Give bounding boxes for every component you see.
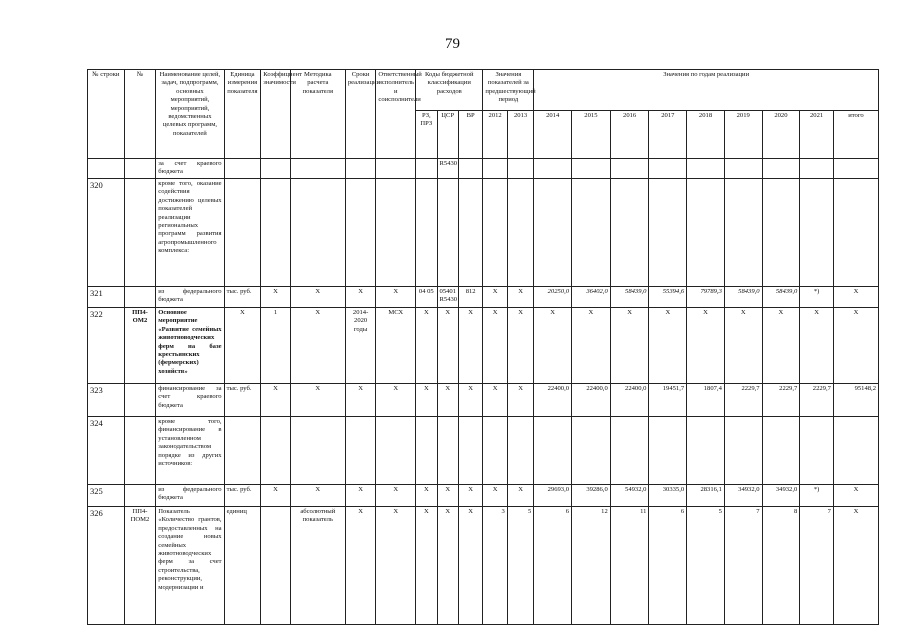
row-coef: Х — [261, 485, 291, 507]
row-coef — [261, 179, 291, 287]
row-2016 — [610, 179, 649, 287]
row-method — [290, 179, 345, 287]
row-coef: Х — [261, 384, 291, 417]
row-number: 320 — [88, 179, 125, 287]
row-2018 — [687, 159, 725, 179]
row-2021: *) — [800, 287, 834, 308]
row-2015 — [572, 159, 611, 179]
row-2014 — [534, 417, 572, 485]
row-code — [124, 159, 156, 179]
row-2012: Х — [483, 287, 507, 308]
row-2018: 28316,1 — [687, 485, 725, 507]
page-number: 79 — [445, 36, 460, 52]
row-2016 — [610, 417, 649, 485]
header-2012: 2012 — [483, 111, 507, 159]
header-csr: ЦСР — [437, 111, 458, 159]
row-2014: 6 — [534, 507, 572, 625]
row-2019: 7 — [724, 507, 762, 625]
row-method — [290, 159, 345, 179]
row-2019 — [724, 179, 762, 287]
row-terms: 2014-2020 годы — [345, 308, 376, 384]
row-executor: Х — [376, 287, 416, 308]
row-vr — [458, 179, 482, 287]
row-2015: Х — [572, 308, 611, 384]
row-unit: тыс. руб. — [224, 485, 261, 507]
row-csr: Х — [437, 384, 458, 417]
row-method: Х — [290, 308, 345, 384]
row-executor — [376, 417, 416, 485]
header-row-no: № строки — [88, 70, 125, 159]
row-rz: 04 05 — [416, 287, 437, 308]
table-row — [88, 159, 879, 179]
row-2020: 34932,0 — [762, 485, 800, 507]
row-rz — [416, 159, 437, 179]
header-2013: 2013 — [507, 111, 533, 159]
row-2012 — [483, 159, 507, 179]
row-terms — [345, 179, 376, 287]
row-vr: Х — [458, 308, 482, 384]
row-2015: 22400,0 — [572, 384, 611, 417]
row-2021 — [800, 159, 834, 179]
row-rz: Х — [416, 384, 437, 417]
row-csr: Х — [437, 507, 458, 625]
row-2020 — [762, 179, 800, 287]
table-row — [88, 507, 879, 625]
row-2018: Х — [687, 308, 725, 384]
row-executor: МСХ — [376, 308, 416, 384]
header-executors: Ответственный исполнитель и соисполнители — [376, 70, 416, 159]
row-number: 326 — [88, 507, 125, 625]
row-2017: 30335,0 — [649, 485, 687, 507]
table-row — [88, 485, 879, 507]
row-number: 325 — [88, 485, 125, 507]
row-2021: *) — [800, 485, 834, 507]
row-total — [833, 159, 878, 179]
header-rz: РЗ, ПРЗ — [416, 111, 437, 159]
header-method: Методика расчета показателя — [290, 70, 345, 159]
row-2020: 2229,7 — [762, 384, 800, 417]
row-2018: 79789,3 — [687, 287, 725, 308]
row-2017: 6 — [649, 507, 687, 625]
table-row — [88, 308, 879, 384]
row-code — [124, 179, 156, 287]
row-2019: Х — [724, 308, 762, 384]
row-unit: Х — [224, 308, 261, 384]
row-method: абсолютный показатель — [290, 507, 345, 625]
row-vr — [458, 417, 482, 485]
header-terms: Сроки реализации — [345, 70, 376, 159]
row-number: 324 — [88, 417, 125, 485]
row-2017: Х — [649, 308, 687, 384]
row-2012: 3 — [483, 507, 507, 625]
row-2013: 5 — [507, 507, 533, 625]
row-code — [124, 287, 156, 308]
header-name: Наименование целей, задач, подпрограмм, основных мероприятий, мероприятий, ведомственных целевых программ, показателей — [156, 70, 224, 159]
row-2012: Х — [483, 384, 507, 417]
row-2017: 19451,7 — [649, 384, 687, 417]
row-name: Показатель «Количество грантов, предоставленных на создание новых семейных животноводческих ферм за счет строительства, реконструкции, модернизации и — [156, 507, 224, 625]
header-vr: ВР — [458, 111, 482, 159]
row-2016: 54932,0 — [610, 485, 649, 507]
row-2021: 2229,7 — [800, 384, 834, 417]
row-vr — [458, 159, 482, 179]
row-rz: Х — [416, 308, 437, 384]
row-executor: Х — [376, 507, 416, 625]
row-vr: Х — [458, 384, 482, 417]
row-2014: 29693,0 — [534, 485, 572, 507]
row-name: за счет краевого бюджета — [156, 159, 224, 179]
row-name: финансирование за счет краевого бюджета — [156, 384, 224, 417]
row-2013: Х — [507, 384, 533, 417]
row-name: Основное мероприятие «Развитие семейных животноводческих ферм на базе крестьянских (фермерских) хозяйств» — [156, 308, 224, 384]
row-name: кроме того, оказание содействия достижению целевых показателей реализации региональных программ развития агропромышленного комплекса: — [156, 179, 224, 287]
header-no: № — [124, 70, 156, 159]
row-2021: Х — [800, 308, 834, 384]
row-2015: 36402,0 — [572, 287, 611, 308]
row-2012 — [483, 417, 507, 485]
row-2012: Х — [483, 485, 507, 507]
row-2020: 58439,0 — [762, 287, 800, 308]
row-2014: 20250,0 — [534, 287, 572, 308]
row-2018: 1807,4 — [687, 384, 725, 417]
row-method — [290, 417, 345, 485]
row-2014: Х — [534, 308, 572, 384]
row-csr: Х — [437, 308, 458, 384]
row-2020: Х — [762, 308, 800, 384]
row-number: 322 — [88, 308, 125, 384]
row-2014 — [534, 179, 572, 287]
row-method: Х — [290, 384, 345, 417]
table-row — [88, 417, 879, 485]
header-2017: 2017 — [649, 111, 687, 159]
header-unit: Единица измерения показателя — [224, 70, 261, 159]
row-total — [833, 179, 878, 287]
row-executor — [376, 159, 416, 179]
row-coef: Х — [261, 287, 291, 308]
row-terms — [345, 417, 376, 485]
row-terms — [345, 159, 376, 179]
row-code — [124, 384, 156, 417]
row-2018 — [687, 417, 725, 485]
header-row-1 — [88, 70, 879, 111]
row-coef — [261, 507, 291, 625]
row-2019: 58439,0 — [724, 287, 762, 308]
row-2012: Х — [483, 308, 507, 384]
row-number: 323 — [88, 384, 125, 417]
row-2021 — [800, 417, 834, 485]
header-total: итого — [833, 111, 878, 159]
row-2013 — [507, 179, 533, 287]
row-terms: Х — [345, 507, 376, 625]
row-number — [88, 159, 125, 179]
row-executor — [376, 179, 416, 287]
row-2020 — [762, 417, 800, 485]
row-2019: 2229,7 — [724, 384, 762, 417]
row-method: Х — [290, 485, 345, 507]
row-unit — [224, 179, 261, 287]
row-executor: Х — [376, 384, 416, 417]
indicators-table — [87, 69, 879, 625]
row-unit: единиц — [224, 507, 261, 625]
row-vr: Х — [458, 485, 482, 507]
row-total: Х — [833, 485, 878, 507]
row-2012 — [483, 179, 507, 287]
row-2019 — [724, 159, 762, 179]
row-2017: 55394,6 — [649, 287, 687, 308]
row-unit: тыс. руб. — [224, 287, 261, 308]
row-2021: 7 — [800, 507, 834, 625]
header-2016: 2016 — [610, 111, 649, 159]
row-coef — [261, 417, 291, 485]
row-total: Х — [833, 287, 878, 308]
row-rz — [416, 179, 437, 287]
row-2013: Х — [507, 485, 533, 507]
row-method: Х — [290, 287, 345, 308]
row-2015: 39286,0 — [572, 485, 611, 507]
row-executor: Х — [376, 485, 416, 507]
row-2017 — [649, 417, 687, 485]
header-2020: 2020 — [762, 111, 800, 159]
row-2016: Х — [610, 308, 649, 384]
row-code: ПП4-ОМ2 — [124, 308, 156, 384]
row-2021 — [800, 179, 834, 287]
row-total — [833, 417, 878, 485]
row-2016: 22400,0 — [610, 384, 649, 417]
row-name: из федерального бюджета — [156, 485, 224, 507]
row-unit: тыс. руб. — [224, 384, 261, 417]
header-budget-codes: Коды бюджетной классификации расходов — [416, 70, 483, 111]
row-2013: Х — [507, 287, 533, 308]
row-2013: Х — [507, 308, 533, 384]
row-code: ПП4-ПОМ2 — [124, 507, 156, 625]
row-2014 — [534, 159, 572, 179]
row-2018 — [687, 179, 725, 287]
row-2018: 5 — [687, 507, 725, 625]
row-rz — [416, 417, 437, 485]
row-csr — [437, 179, 458, 287]
row-total: Х — [833, 507, 878, 625]
row-terms: Х — [345, 384, 376, 417]
header-2018: 2018 — [687, 111, 725, 159]
row-csr: 05401 R5430 — [437, 287, 458, 308]
row-2016: 58439,0 — [610, 287, 649, 308]
row-2016 — [610, 159, 649, 179]
row-csr: R5430 — [437, 159, 458, 179]
header-year-values: Значения по годам реализации — [534, 70, 879, 111]
row-2016: 11 — [610, 507, 649, 625]
row-coef — [261, 159, 291, 179]
row-code — [124, 417, 156, 485]
row-2017 — [649, 159, 687, 179]
row-2017 — [649, 179, 687, 287]
row-unit — [224, 159, 261, 179]
row-total: 95148,2 — [833, 384, 878, 417]
header-2014: 2014 — [534, 111, 572, 159]
row-terms: Х — [345, 485, 376, 507]
row-rz: Х — [416, 507, 437, 625]
row-2015: 12 — [572, 507, 611, 625]
header-2019: 2019 — [724, 111, 762, 159]
row-vr: 812 — [458, 287, 482, 308]
header-prev-values: Значения показателей за предшествующий период — [483, 70, 534, 111]
header-coef: Коэффициент значимости — [261, 70, 291, 159]
row-name: кроме того, финансирование в установленном законодательством порядке из других источников: — [156, 417, 224, 485]
row-2020 — [762, 159, 800, 179]
row-2013 — [507, 159, 533, 179]
row-unit — [224, 417, 261, 485]
table-row — [88, 384, 879, 417]
row-total: Х — [833, 308, 878, 384]
row-code — [124, 485, 156, 507]
row-2020: 8 — [762, 507, 800, 625]
table-row — [88, 287, 879, 308]
row-number: 321 — [88, 287, 125, 308]
header-2021: 2021 — [800, 111, 834, 159]
row-2019: 34932,0 — [724, 485, 762, 507]
row-rz: Х — [416, 485, 437, 507]
row-coef: 1 — [261, 308, 291, 384]
row-vr: Х — [458, 507, 482, 625]
row-csr: Х — [437, 485, 458, 507]
row-2013 — [507, 417, 533, 485]
header-2015: 2015 — [572, 111, 611, 159]
row-2015 — [572, 179, 611, 287]
row-csr — [437, 417, 458, 485]
row-2014: 22400,0 — [534, 384, 572, 417]
row-name: из федерального бюджета — [156, 287, 224, 308]
row-2015 — [572, 417, 611, 485]
row-terms: Х — [345, 287, 376, 308]
table-row — [88, 179, 879, 287]
row-2019 — [724, 417, 762, 485]
